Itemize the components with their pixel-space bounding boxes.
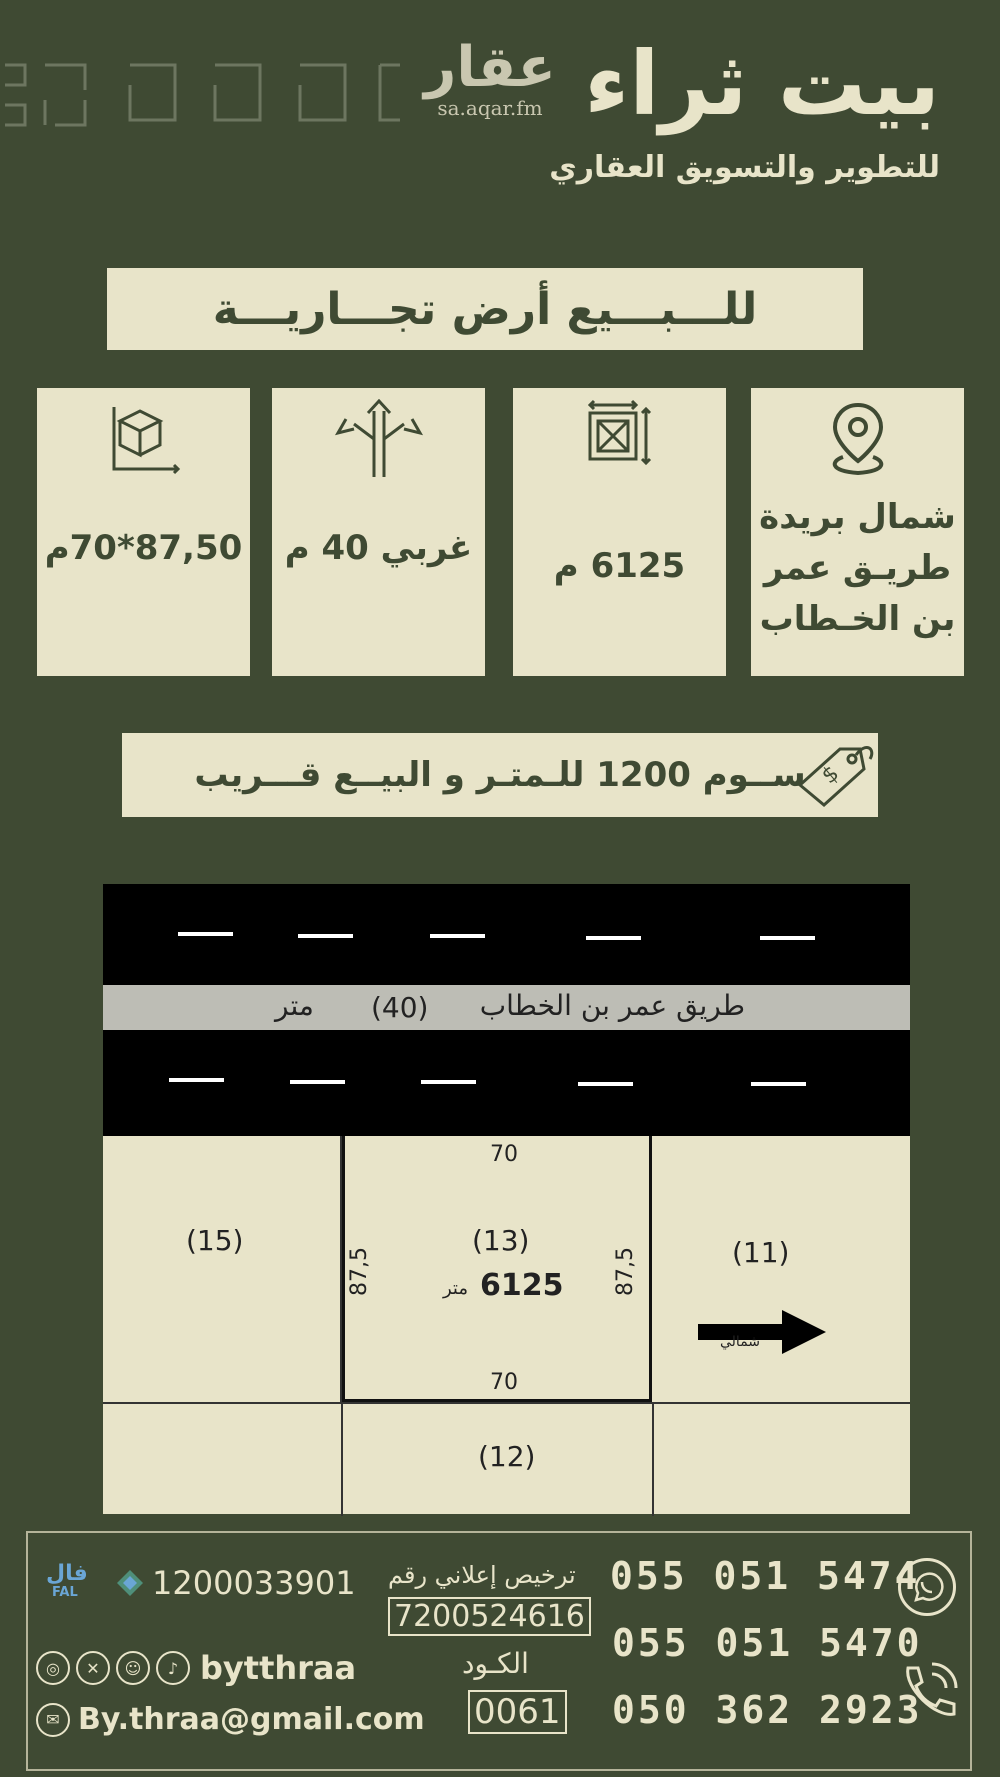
- plot-13-top-length: 70: [490, 1142, 518, 1167]
- lane-marking: [298, 934, 353, 938]
- location-line-2: طريـق عمر: [763, 548, 952, 588]
- plot-13-area-unit: متر: [443, 1278, 469, 1299]
- card-location: [751, 388, 964, 676]
- phone-number-1[interactable]: 055 051 5474: [610, 1554, 921, 1598]
- snapchat-icon[interactable]: ☺: [116, 1651, 150, 1685]
- plots-bottom-row: [103, 1402, 910, 1514]
- lane-marking: [178, 932, 233, 936]
- location-line-3: بن الخـطاب: [759, 599, 956, 639]
- page-title: للـــبـــيع أرض تجـــاريـــة: [107, 268, 863, 350]
- aqar-url: sa.aqar.fm: [437, 96, 543, 120]
- plot-divider: [652, 1404, 654, 1516]
- brand-tagline: للتطوير والتسويق العقاري: [549, 150, 940, 185]
- road-lower-lanes: [103, 1030, 910, 1136]
- x-twitter-icon[interactable]: ✕: [76, 1651, 110, 1685]
- fal-logo-text-ar: فال: [46, 1561, 88, 1586]
- road-name: طريق عمر بن الخطاب: [479, 989, 745, 1022]
- plot-11-label: (11): [732, 1236, 790, 1269]
- plot-13-label: (13): [472, 1224, 530, 1257]
- lane-marking: [430, 934, 485, 938]
- road-direction-icon: [334, 394, 424, 484]
- dimensions-icon: [104, 394, 184, 484]
- aqar-logo-text: عقار: [424, 35, 556, 100]
- road-value: غربي 40 م: [284, 528, 473, 568]
- brand-name: بيت ثراء: [584, 32, 940, 135]
- fal-logo: [46, 1561, 142, 1605]
- card-dimensions: [37, 388, 250, 676]
- plot-divider: [341, 1404, 343, 1516]
- email-row: [36, 1702, 425, 1737]
- lane-marking: [290, 1080, 345, 1084]
- phone-number-2[interactable]: 055 051 5470: [612, 1621, 923, 1665]
- email-address[interactable]: By.thraa@gmail.com: [78, 1702, 425, 1737]
- price-box: [122, 733, 878, 817]
- road-width: (40): [371, 991, 429, 1024]
- location-line-1: شمال بريدة: [759, 497, 956, 537]
- fal-number: 1200033901: [152, 1564, 356, 1602]
- fal-diamond-icon: [116, 1569, 144, 1597]
- lane-marking: [751, 1082, 806, 1086]
- plot-11: [652, 1136, 910, 1402]
- price-text: ســوم 1200 للـمتـر و البيــع قـــريب: [194, 755, 806, 795]
- location-pin-icon: [823, 394, 893, 484]
- phone-number-3[interactable]: 050 362 2923: [612, 1688, 923, 1732]
- instagram-icon[interactable]: ◎: [36, 1651, 70, 1685]
- lane-marking: [586, 936, 641, 940]
- price-tag-icon: [790, 735, 880, 815]
- tiktok-icon[interactable]: ♪: [156, 1651, 190, 1685]
- road-upper-lanes: [103, 884, 910, 985]
- lane-marking: [578, 1082, 633, 1086]
- lane-marking: [421, 1080, 476, 1084]
- license-label: ترخيص إعلاني رقم: [388, 1561, 576, 1589]
- svg-text:$: $: [817, 761, 845, 790]
- plot-13-bottom-length: 70: [490, 1370, 518, 1395]
- plot-13-left-length: 87,5: [347, 1247, 372, 1296]
- dimensions-value: 87,50*70م: [44, 528, 243, 568]
- card-area: [513, 388, 726, 676]
- license-number: 7200524616: [388, 1597, 591, 1636]
- plot-15: [103, 1136, 342, 1402]
- social-handle[interactable]: bytthraa: [200, 1649, 357, 1687]
- area-value: 6125 م: [553, 546, 686, 586]
- north-arrow-icon: [698, 1306, 830, 1358]
- north-label: شمالي: [720, 1334, 761, 1350]
- plot-13-right-length: 87,5: [613, 1247, 638, 1296]
- road-width-unit: متر: [275, 989, 314, 1022]
- email-icon[interactable]: ✉: [36, 1703, 70, 1737]
- code-number: 0061: [468, 1690, 567, 1734]
- road-name-strip: [103, 985, 910, 1030]
- plot-12-label: (12): [478, 1440, 536, 1473]
- code-label: الكـود: [462, 1647, 529, 1680]
- plot-15-label: (15): [186, 1224, 244, 1257]
- plot-13: [342, 1136, 652, 1402]
- social-row: [36, 1649, 356, 1687]
- card-road: [272, 388, 485, 676]
- location-text: [759, 492, 956, 645]
- area-icon: [580, 394, 660, 484]
- plot-13-area: 6125: [480, 1268, 564, 1303]
- lane-marking: [760, 936, 815, 940]
- fal-logo-text-en: FAL: [52, 1585, 78, 1600]
- decorative-pattern: [0, 60, 400, 130]
- lane-marking: [169, 1078, 224, 1082]
